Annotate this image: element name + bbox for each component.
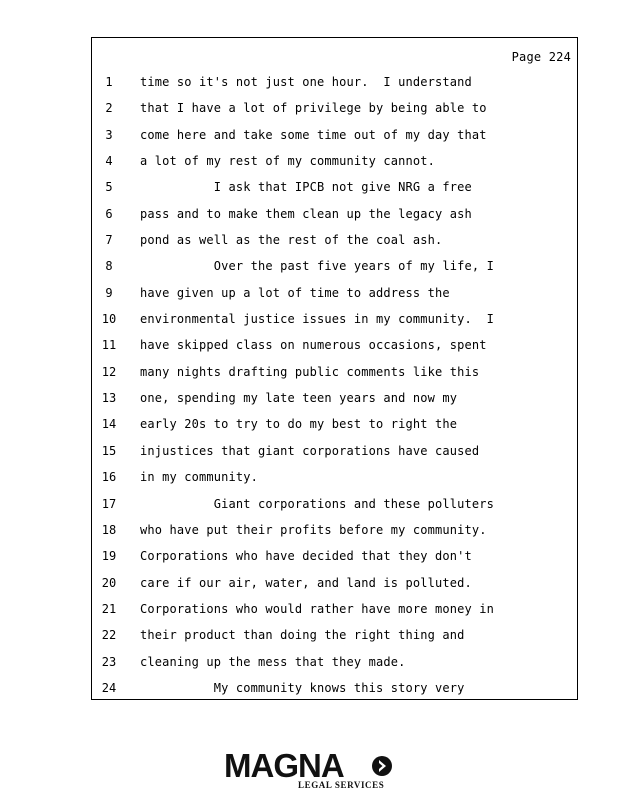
line-text: care if our air, water, and land is polluted. [140, 575, 472, 590]
transcript-line [92, 231, 577, 257]
line-text: have given up a lot of time to address the [140, 285, 450, 300]
line-text: pass and to make them clean up the legacy ash [140, 206, 472, 221]
line-number: 17 [101, 496, 117, 511]
line-number: 16 [101, 470, 117, 485]
transcript-line [92, 205, 577, 231]
transcript-line [92, 521, 577, 547]
transcript-line [92, 126, 577, 152]
transcript-line [92, 574, 577, 600]
line-text: that I have a lot of privilege by being able to [140, 101, 487, 116]
line-number: 5 [105, 180, 113, 195]
transcript-line [92, 679, 577, 705]
transcript-line [92, 284, 577, 310]
line-number: 9 [105, 285, 113, 300]
line-text: Corporations who would rather have more money in [140, 601, 494, 616]
line-text: I ask that IPCB not give NRG a free [140, 180, 472, 195]
logo-wordmark: MAGNA [224, 747, 344, 784]
line-number: 19 [101, 549, 117, 564]
line-text: in my community. [140, 470, 258, 485]
magna-logo [224, 748, 396, 794]
line-text: Giant corporations and these polluters [140, 496, 494, 511]
line-number: 13 [101, 391, 117, 406]
transcript-page [91, 37, 578, 700]
line-number: 21 [101, 601, 117, 616]
line-number: 3 [105, 127, 113, 142]
line-text: early 20s to try to do my best to right the [140, 417, 458, 432]
line-number: 7 [105, 233, 113, 248]
line-number: 22 [101, 628, 117, 643]
line-text: many nights drafting public comments like this [140, 364, 480, 379]
line-number: 4 [105, 154, 113, 169]
line-text: their product than doing the right thing and [140, 628, 465, 643]
line-text: cleaning up the mess that they made. [140, 654, 406, 669]
transcript-line [92, 653, 577, 679]
line-text: My community knows this story very [140, 680, 465, 695]
transcript-line [92, 415, 577, 441]
transcript-line [92, 363, 577, 389]
line-number: 6 [105, 206, 113, 221]
transcript-line [92, 336, 577, 362]
transcript-line [92, 600, 577, 626]
line-text: have skipped class on numerous occasions, spent [140, 338, 487, 353]
transcript-line [92, 257, 577, 283]
transcript-line [92, 495, 577, 521]
chevron-right-circle-icon [371, 755, 393, 777]
transcript-line [92, 73, 577, 99]
line-number: 12 [101, 364, 117, 379]
line-text: Over the past five years of my life, I [140, 259, 494, 274]
line-text: who have put their profits before my community. [140, 522, 487, 537]
line-number: 23 [101, 654, 117, 669]
transcript-line [92, 152, 577, 178]
transcript-line [92, 547, 577, 573]
line-number: 15 [101, 443, 117, 458]
line-text: one, spending my late teen years and now my [140, 391, 458, 406]
line-number: 8 [105, 259, 113, 274]
line-number: 18 [101, 522, 117, 537]
line-number: 11 [101, 338, 117, 353]
line-text: come here and take some time out of my day that [140, 127, 487, 142]
line-number: 10 [101, 312, 117, 327]
transcript-line [92, 389, 577, 415]
transcript-line [92, 310, 577, 336]
transcript-line [92, 442, 577, 468]
page-number: Page 224 [511, 50, 571, 64]
transcript-line [92, 468, 577, 494]
line-number: 24 [101, 680, 117, 695]
transcript-lines [92, 73, 577, 705]
line-text: a lot of my rest of my community cannot. [140, 154, 435, 169]
line-text: pond as well as the rest of the coal ash. [140, 233, 443, 248]
line-text: time so it's not just one hour. I understand [140, 75, 472, 89]
transcript-line [92, 99, 577, 125]
line-text: Corporations who have decided that they don't [140, 549, 472, 564]
transcript-line [92, 178, 577, 204]
logo-subtitle: LEGAL SERVICES [298, 780, 385, 790]
line-text: environmental justice issues in my community. I [140, 312, 494, 327]
line-number: 14 [101, 417, 117, 432]
line-text: injustices that giant corporations have caused [140, 443, 480, 458]
line-number: 20 [101, 575, 117, 590]
transcript-line [92, 626, 577, 652]
line-number: 2 [105, 101, 113, 116]
line-number: 1 [105, 75, 113, 89]
